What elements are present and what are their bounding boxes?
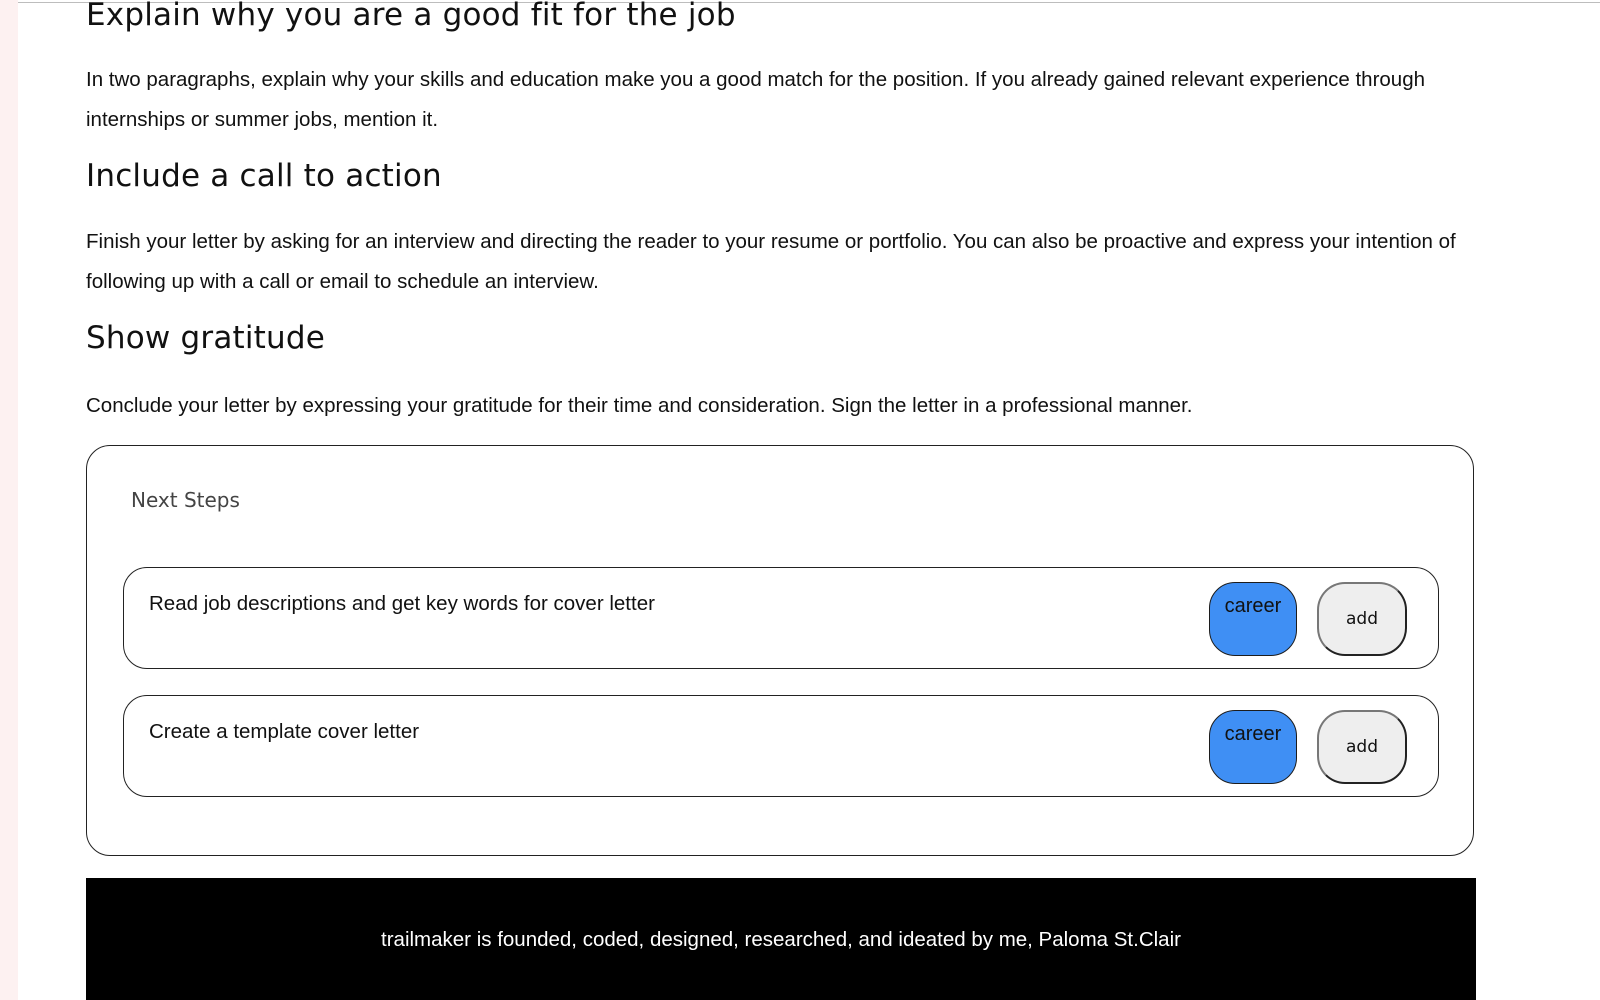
- next-steps-card: [86, 445, 1474, 856]
- left-margin-strip: [0, 0, 18, 1000]
- next-step-item: [123, 695, 1439, 797]
- add-button[interactable]: add: [1317, 582, 1407, 656]
- site-footer: [86, 878, 1476, 1000]
- next-step-item: [123, 567, 1439, 669]
- career-tag-badge: career: [1209, 710, 1297, 784]
- section-heading-call-to-action: Include a call to action: [86, 158, 442, 194]
- next-step-text: Read job descriptions and get key words for cover letter: [149, 592, 655, 615]
- section-body-gratitude: Conclude your letter by expressing your gratitude for their time and consideration. Sign the letter in a professional manner.: [86, 394, 1193, 417]
- next-step-text: Create a template cover letter: [149, 720, 420, 743]
- career-tag-badge: career: [1209, 582, 1297, 656]
- section-heading-fit: Explain why you are a good fit for the job: [86, 0, 736, 33]
- section-body-fit: In two paragraphs, explain why your skills and education make you a good match for the position. If you already gained relevant experience through internships or summer jobs, mention it.: [86, 68, 1425, 131]
- add-button[interactable]: add: [1317, 710, 1407, 784]
- section-body-call-to-action: Finish your letter by asking for an interview and directing the reader to your resume or portfolio. You can also be proactive and express your intention of following up with a call or email to schedule an interview.: [86, 230, 1456, 293]
- section-heading-gratitude: Show gratitude: [86, 320, 326, 356]
- next-steps-title: Next Steps: [131, 488, 240, 512]
- footer-credit-text: trailmaker is founded, coded, designed, researched, and ideated by me, Paloma St.Clair: [381, 928, 1181, 951]
